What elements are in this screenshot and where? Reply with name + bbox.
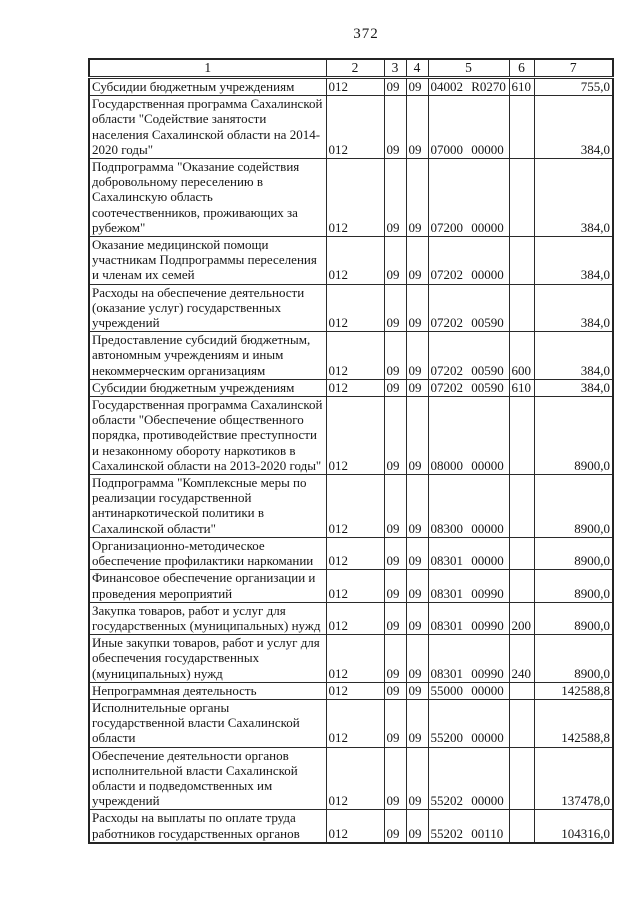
page-number: 372 [353, 26, 379, 42]
row-code-section: 09 [384, 78, 406, 96]
row-code-target-item: 07202 00000 [428, 237, 509, 285]
row-code-expense-type [509, 747, 534, 810]
row-code-subsection: 09 [406, 682, 428, 699]
row-code-section: 09 [384, 159, 406, 237]
row-code-target-item: 08301 00990 [428, 635, 509, 683]
table-row [89, 379, 613, 396]
table-row [89, 284, 613, 332]
row-code-target-item: 55202 00110 [428, 810, 509, 843]
table-row [89, 78, 613, 96]
row-code-grbs: 012 [326, 699, 384, 747]
row-code-grbs: 012 [326, 397, 384, 475]
row-description: Государственная программа Сахалинской области "Содействие занятости населения Сахалинской области на 2014-2020 годы" [89, 96, 326, 159]
table-row [89, 332, 613, 380]
row-code-grbs: 012 [326, 379, 384, 396]
table-row [89, 237, 613, 285]
table-row [89, 602, 613, 634]
row-amount: 137478,0 [534, 747, 613, 810]
row-code-target-item: 07202 00590 [428, 379, 509, 396]
row-code-grbs: 012 [326, 284, 384, 332]
row-description: Подпрограмма "Оказание содействия добровольному переселению в Сахалинскую область соотечественников, проживающих за рубежом" [89, 159, 326, 237]
row-code-grbs: 012 [326, 682, 384, 699]
row-code-expense-type [509, 96, 534, 159]
row-code-subsection: 09 [406, 747, 428, 810]
row-code-grbs: 012 [326, 747, 384, 810]
table-header-row [89, 59, 613, 78]
row-code-section: 09 [384, 379, 406, 396]
row-amount: 8900,0 [534, 537, 613, 569]
row-code-section: 09 [384, 810, 406, 843]
row-code-target-item: 08301 00990 [428, 602, 509, 634]
row-code-section: 09 [384, 397, 406, 475]
row-code-section: 09 [384, 747, 406, 810]
row-code-subsection: 09 [406, 537, 428, 569]
row-code-grbs: 012 [326, 635, 384, 683]
row-code-grbs: 012 [326, 78, 384, 96]
row-code-target-item: 08000 00000 [428, 397, 509, 475]
row-description: Предоставление субсидий бюджетным, автономным учреждениям и иным некоммерческим организациям [89, 332, 326, 380]
row-code-subsection: 09 [406, 159, 428, 237]
row-code-grbs: 012 [326, 537, 384, 569]
column-header-7: 7 [534, 59, 613, 78]
row-description: Непрограммная деятельность [89, 682, 326, 699]
column-header-2: 2 [326, 59, 384, 78]
row-code-section: 09 [384, 682, 406, 699]
row-code-grbs: 012 [326, 96, 384, 159]
row-code-target-item: 07202 00590 [428, 284, 509, 332]
row-amount: 755,0 [534, 78, 613, 96]
row-amount: 142588,8 [534, 699, 613, 747]
row-amount: 142588,8 [534, 682, 613, 699]
row-code-target-item: 55202 00000 [428, 747, 509, 810]
row-description: Расходы на выплаты по оплате труда работников государственных органов [89, 810, 326, 843]
row-code-expense-type [509, 397, 534, 475]
row-description: Государственная программа Сахалинской области "Обеспечение общественного порядка, противодействие преступности и незаконному обороту наркотиков в Сахалинской области на 2013-2020 годы" [89, 397, 326, 475]
row-code-subsection: 09 [406, 475, 428, 538]
row-amount: 384,0 [534, 237, 613, 285]
row-description: Организационно-методическое обеспечение профилактики наркомании [89, 537, 326, 569]
row-code-section: 09 [384, 96, 406, 159]
row-code-section: 09 [384, 602, 406, 634]
table-row [89, 96, 613, 159]
row-code-target-item: 08301 00990 [428, 570, 509, 602]
row-code-expense-type [509, 682, 534, 699]
table-row [89, 747, 613, 810]
row-code-subsection: 09 [406, 602, 428, 634]
table-row [89, 159, 613, 237]
row-code-expense-type [509, 237, 534, 285]
row-code-grbs: 012 [326, 237, 384, 285]
row-code-grbs: 012 [326, 159, 384, 237]
row-code-section: 09 [384, 570, 406, 602]
row-code-expense-type [509, 284, 534, 332]
row-code-target-item: 07202 00590 [428, 332, 509, 380]
row-amount: 8900,0 [534, 397, 613, 475]
row-description: Обеспечение деятельности органов исполнительной власти Сахалинской области и подведомственных им учреждений [89, 747, 326, 810]
row-code-grbs: 012 [326, 332, 384, 380]
row-code-expense-type [509, 475, 534, 538]
row-code-expense-type: 600 [509, 332, 534, 380]
row-description: Подпрограмма "Комплексные меры по реализации государственной антинаркотической политики в Сахалинской области" [89, 475, 326, 538]
row-code-expense-type: 610 [509, 379, 534, 396]
row-code-section: 09 [384, 537, 406, 569]
row-code-target-item: 07200 00000 [428, 159, 509, 237]
row-code-expense-type [509, 159, 534, 237]
row-amount: 384,0 [534, 379, 613, 396]
row-code-section: 09 [384, 284, 406, 332]
table-row [89, 682, 613, 699]
row-code-target-item: 08300 00000 [428, 475, 509, 538]
row-code-target-item: 07000 00000 [428, 96, 509, 159]
row-code-subsection: 09 [406, 635, 428, 683]
row-code-subsection: 09 [406, 78, 428, 96]
row-code-grbs: 012 [326, 475, 384, 538]
row-amount: 8900,0 [534, 570, 613, 602]
row-code-grbs: 012 [326, 570, 384, 602]
row-amount: 104316,0 [534, 810, 613, 843]
row-code-subsection: 09 [406, 379, 428, 396]
row-description: Закупка товаров, работ и услуг для государственных (муниципальных) нужд [89, 602, 326, 634]
row-code-subsection: 09 [406, 332, 428, 380]
row-code-subsection: 09 [406, 397, 428, 475]
column-header-5: 5 [428, 59, 509, 78]
table-row [89, 699, 613, 747]
row-code-subsection: 09 [406, 237, 428, 285]
row-code-expense-type [509, 699, 534, 747]
row-code-expense-type [509, 537, 534, 569]
row-description: Расходы на обеспечение деятельности (оказание услуг) государственных учреждений [89, 284, 326, 332]
table-row [89, 570, 613, 602]
row-code-subsection: 09 [406, 810, 428, 843]
table-row [89, 635, 613, 683]
table-row [89, 537, 613, 569]
row-amount: 384,0 [534, 284, 613, 332]
row-description: Иные закупки товаров, работ и услуг для обеспечения государственных (муниципальных) нужд [89, 635, 326, 683]
row-code-target-item: 04002 R0270 [428, 78, 509, 96]
row-code-section: 09 [384, 332, 406, 380]
row-amount: 384,0 [534, 96, 613, 159]
row-code-grbs: 012 [326, 810, 384, 843]
budget-table [88, 58, 614, 844]
row-code-grbs: 012 [326, 602, 384, 634]
row-amount: 8900,0 [534, 475, 613, 538]
row-description: Оказание медицинской помощи участникам Подпрограммы переселения и членам их семей [89, 237, 326, 285]
row-amount: 384,0 [534, 159, 613, 237]
row-code-subsection: 09 [406, 699, 428, 747]
row-code-expense-type: 610 [509, 78, 534, 96]
row-code-target-item: 55000 00000 [428, 682, 509, 699]
row-code-subsection: 09 [406, 570, 428, 602]
table-row [89, 475, 613, 538]
column-header-4: 4 [406, 59, 428, 78]
row-code-expense-type [509, 570, 534, 602]
row-code-subsection: 09 [406, 284, 428, 332]
row-amount: 8900,0 [534, 602, 613, 634]
row-code-target-item: 55200 00000 [428, 699, 509, 747]
row-amount: 384,0 [534, 332, 613, 380]
row-code-expense-type: 240 [509, 635, 534, 683]
row-code-section: 09 [384, 475, 406, 538]
row-code-section: 09 [384, 699, 406, 747]
row-description: Исполнительные органы государственной власти Сахалинской области [89, 699, 326, 747]
row-description: Субсидии бюджетным учреждениям [89, 78, 326, 96]
row-code-subsection: 09 [406, 96, 428, 159]
column-header-1: 1 [89, 59, 326, 78]
row-amount: 8900,0 [534, 635, 613, 683]
row-description: Финансовое обеспечение организации и проведения мероприятий [89, 570, 326, 602]
table-row [89, 810, 613, 843]
row-code-section: 09 [384, 237, 406, 285]
table-body [89, 78, 613, 843]
row-code-expense-type: 200 [509, 602, 534, 634]
row-description: Субсидии бюджетным учреждениям [89, 379, 326, 396]
column-header-3: 3 [384, 59, 406, 78]
row-code-target-item: 08301 00000 [428, 537, 509, 569]
column-header-6: 6 [509, 59, 534, 78]
row-code-expense-type [509, 810, 534, 843]
row-code-section: 09 [384, 635, 406, 683]
table-row [89, 397, 613, 475]
